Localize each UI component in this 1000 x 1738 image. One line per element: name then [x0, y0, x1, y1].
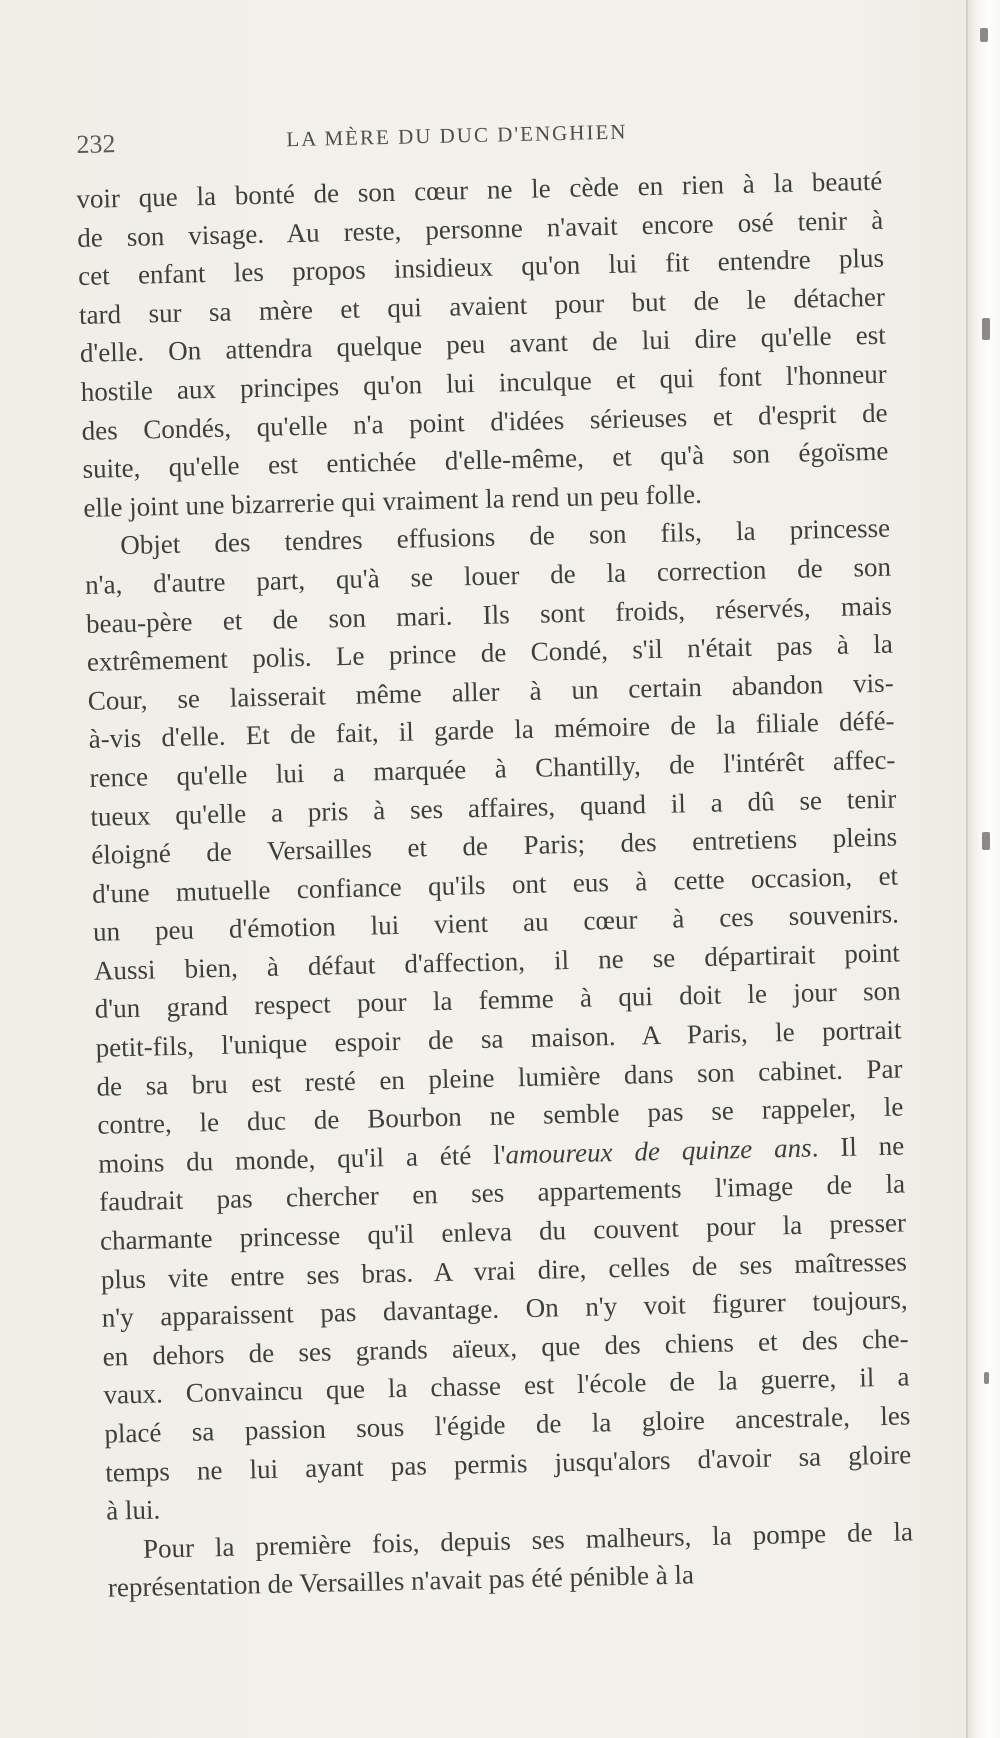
- text-line: tard sur sa mère et qui avaient pour but de le détacher: [78, 281, 886, 330]
- text-line: d'un grand respect pour la femme à qui doit le jour son: [94, 975, 901, 1025]
- text-line: temps ne lui ayant pas permis jusqu'alors d'avoir sa gloire: [104, 1438, 912, 1488]
- edge-mark: [982, 832, 990, 850]
- text-line: d'une mutuelle confiance qu'ils ont eus à cette occasion, et: [91, 860, 899, 909]
- text-line: elle joint une bizarrerie qui vraiment la rend un peu folle.: [83, 478, 703, 523]
- text-line: vaux. Convaincu que la chasse est l'école de la guerre, il a: [103, 1361, 910, 1411]
- body-text: [76, 162, 914, 1608]
- text-line: un peu d'émotion lui vient au cœur à ces souvenirs.: [92, 898, 900, 948]
- text-line: rence qu'elle lui a marquée à Chantilly, de l'intérêt affec-: [89, 744, 896, 793]
- text-line: placé sa passion sous l'égide de la gloire ancestrale, les: [104, 1400, 911, 1449]
- text-line: suite, qu'elle est entichée d'elle-même, et qu'à son égoïsme: [82, 435, 889, 485]
- text-line: plus vite entre ses bras. A vrai dire, celles de ses maîtresses: [100, 1246, 908, 1295]
- text-line: de sa bru est resté en pleine lumière dans son cabinet. Par: [96, 1053, 903, 1102]
- text-line: des Condés, qu'elle n'a point d'idées sérieuses et d'esprit de: [81, 397, 888, 446]
- paragraph: [84, 509, 913, 1530]
- page-edge: [966, 0, 1000, 1738]
- edge-mark: [980, 28, 988, 42]
- text-line: d'elle. On attendra quelque peu avant de lui dire qu'elle est: [79, 320, 887, 369]
- text-line: petit-fils, l'unique espoir de sa maison. A Paris, le portrait: [95, 1014, 902, 1063]
- text-line: hostile aux principes qu'on lui inculque et qui font l'honneur: [80, 358, 887, 407]
- text-line: à-vis d'elle. Et de fait, il garde la mémoire de la filiale défé-: [88, 705, 895, 755]
- running-head: [76, 104, 937, 164]
- edge-mark: [984, 1372, 989, 1384]
- text-line: extrêmement polis. Le prince de Condé, s'il n'était pas à la: [86, 628, 894, 677]
- text-line: à lui.: [105, 1494, 161, 1526]
- text-line: n'y apparaissent pas davantage. On n'y voit figurer toujours,: [101, 1284, 908, 1333]
- page-number: 232: [76, 129, 116, 159]
- text-line: Cour, se laisserait même aller à un certain abandon vis-: [87, 667, 894, 716]
- text-line: beau-père et de son mari. Ils sont froids, réservés, mais: [85, 590, 893, 639]
- text-line: n'a, d'autre part, qu'à se louer de la correction de son: [84, 551, 892, 600]
- text-line: représentation de Versailles n'avait pas été pénible à la: [107, 1559, 695, 1604]
- text-line: faudrait pas chercher en ses appartements l'image de la: [98, 1168, 906, 1218]
- text-line: Objet des tendres effusions de son fils, la princesse: [119, 512, 891, 561]
- text-line: Pour la première fois, depuis ses malheurs, la pompe de la: [142, 1516, 914, 1564]
- text-line: éloigné de Versailles et de Paris; des entretiens pleins: [90, 821, 898, 870]
- running-title: LA MÈRE DU DUC D'ENGHIEN: [286, 119, 628, 152]
- text-line: cet enfant les propos insidieux qu'on lui fit entendre plus: [77, 242, 885, 292]
- text-line: contre, le duc de Bourbon ne semble pas se rappeler, le: [97, 1091, 904, 1141]
- text-line: Aussi bien, à défaut d'affection, il ne se départirait point: [93, 937, 901, 986]
- text-line: charmante princesse qu'il enleva du couvent pour la presser: [99, 1207, 907, 1256]
- text-line: tueux qu'elle a pris à ses affaires, quand il a dû se tenir: [90, 783, 897, 832]
- text-line: de son visage. Au reste, personne n'avait encore osé tenir à: [76, 204, 884, 253]
- text-line: en dehors de ses grands aïeux, que des chiens et des che-: [102, 1323, 909, 1372]
- text-line: voir que la bonté de son cœur ne le cède en rien à la beauté: [76, 165, 883, 214]
- text-line: moins du monde, qu'il a été l'amoureux de quinze ans. Il ne: [97, 1130, 905, 1179]
- edge-mark: [982, 318, 990, 340]
- paragraph: [76, 162, 890, 528]
